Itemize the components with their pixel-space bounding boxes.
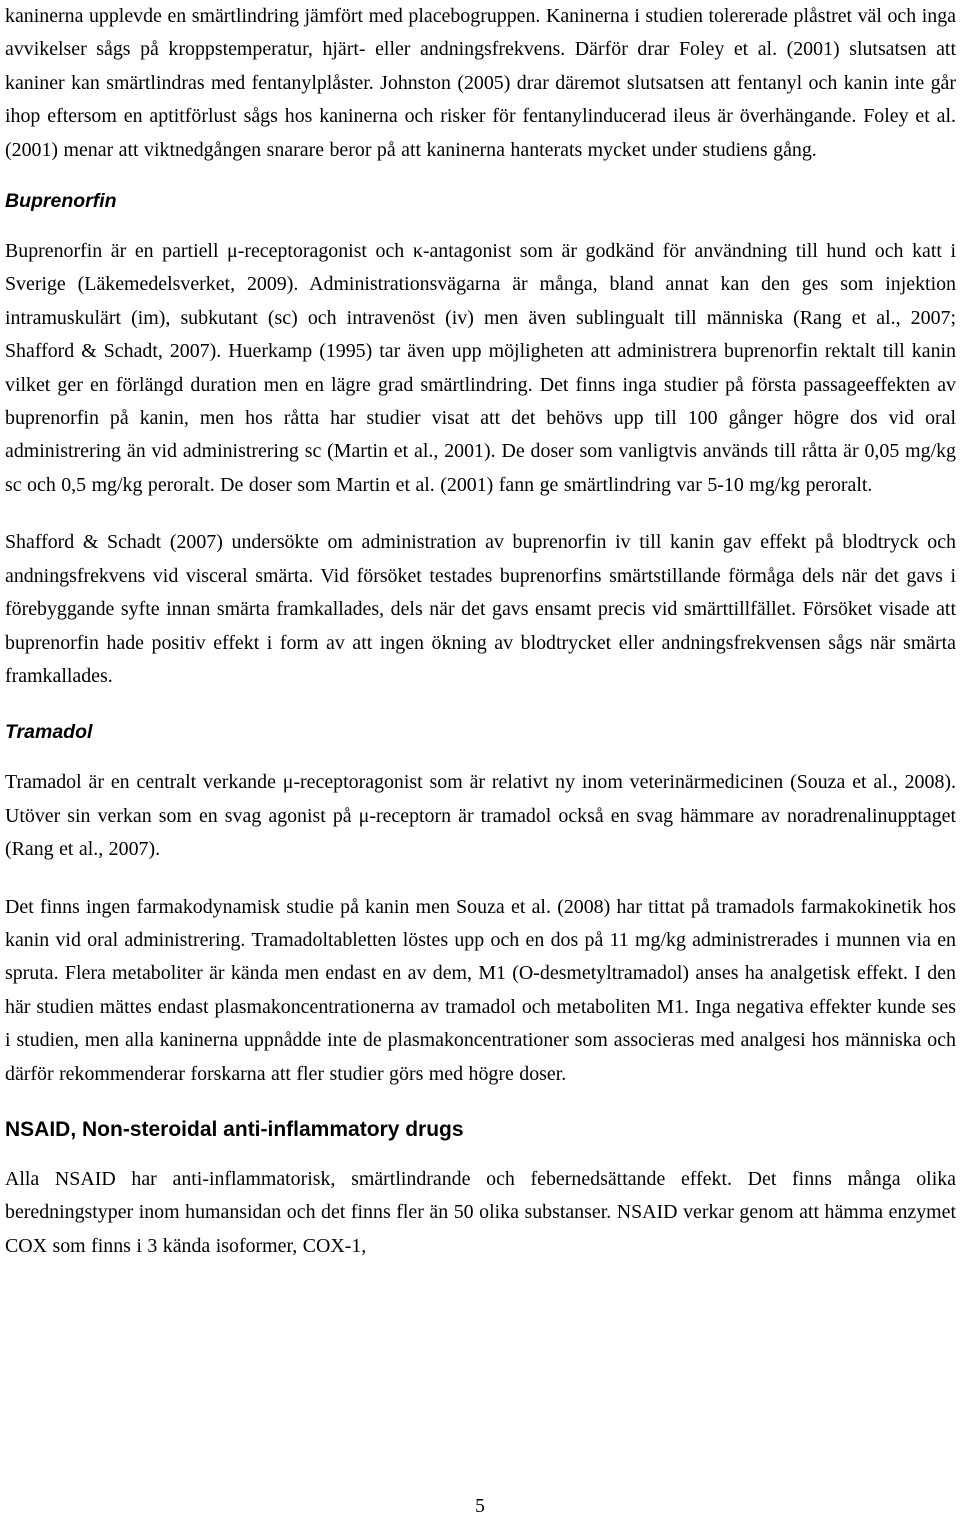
heading-buprenorfin: Buprenorfin — [5, 190, 117, 213]
paragraph-tramadol-study: Det finns ingen farmakodynamisk studie på kanin men Souza et al. (2008) har tittat på tramadols farmakokinetik hos kanin vid oral administrering. Tramadoltabletten löstes upp och en dos på 11 mg/kg administrerades i munnen via en spruta. Flera metaboliter är kända men endast en av dem, M1 (O-desmetyltramadol) anses ha analgetisk effekt. I den här studien mättes endast plasmakoncentrationerna av tramadol och metaboliten M1. Inga negativa effekter kunde ses i studien, men alla kaninerna uppnådde inte de plasmakoncentrationer som associeras med analgesi hos människa och därför rekommenderar forskarna att fler studier görs med högre doser. — [5, 895, 956, 1085]
page-number: 5 — [475, 1496, 485, 1517]
paragraph-fentanyl-conclusion: kaninerna upplevde en smärtlindring jämfört med placebogruppen. Kaninerna i studien tolererade plåstret väl och inga avvikelser sågs på kroppstemperatur, hjärt- eller andningsfrekvens. Därför drar Foley et al. (2001) slutsatsen att kaniner kan smärtlindras med fentanylplåster. Johnston (2005) drar däremot slutsatsen att fentanyl och kanin inte går ihop eftersom en aptitförlust sågs hos kaninerna och risker för fentanylinducerad ileus är överhängande. Foley et al. (2001) menar att viktnedgången snarare beror på att kaninerna hanterats mycket under studiens gång. — [5, 5, 956, 161]
paragraph-buprenorfin-study: Shafford & Schadt (2007) undersökte om administration av buprenorfin iv till kanin gav effekt på blodtryck och andningsfrekvens vid visceral smärta. Vid försöket testades buprenorfins smärtstillande förmåga dels när det gavs i förebyggande syfte innan smärta framkallades, dels när det gavs ensamt precis vid smärttillfället. Försöket visade att buprenorfin hade positiv effekt i form av att ingen ökning av blodtrycket eller andningsfrekvensen sågs när smärta framkallades. — [5, 531, 956, 687]
document-page — [5, 0, 956, 1263]
paragraph-buprenorfin-intro: Buprenorfin är en partiell μ-receptoragonist och κ-antagonist som är godkänd för användning till hund och katt i Sverige (Läkemedelsverket, 2009). Administrationsvägarna är många, bland annat kan den ges som injektion intramuskulärt (im), subkutant (sc) och intravenöst (iv) men även sublingualt till människa (Rang et al., 2007; Shafford & Schadt, 2007). Huerkamp (1995) tar även upp möjligheten att administrera buprenorfin rektalt till kanin vilket ger en förlängd duration men en lägre grad smärtlindring. Det finns inga studier på första passageeffekten av buprenorfin på kanin, men hos råtta har studier visat att det behövs upp till 100 gånger högre dos vid oral administrering än vid administrering sc (Martin et al., 2001). De doser som vanligtvis används till råtta är 0,05 mg/kg sc och 0,5 mg/kg peroralt. De doser som Martin et al. (2001) fann ge smärtlindring var 5-10 mg/kg peroralt. — [5, 240, 956, 496]
heading-tramadol: Tramadol — [5, 721, 93, 744]
paragraph-tramadol-intro: Tramadol är en centralt verkande μ-receptoragonist som är relativt ny inom veterinärmedicinen (Souza et al., 2008). Utöver sin verkan som en svag agonist på μ-receptorn är tramadol också en svag hämmare av noradrenalinupptaget (Rang et al., 2007). — [5, 771, 956, 861]
heading-nsaid: NSAID, Non-steroidal anti-inflammatory drugs — [5, 1117, 464, 1141]
paragraph-nsaid-intro: Alla NSAID har anti-inflammatorisk, smärtlindrande och febernedsättande effekt. Det finns många olika beredningstyper inom humansidan och det finns fler än 50 olika substanser. NSAID verkar genom att hämma enzymet COX som finns i 3 kända isoformer, COX-1, — [5, 1167, 956, 1257]
